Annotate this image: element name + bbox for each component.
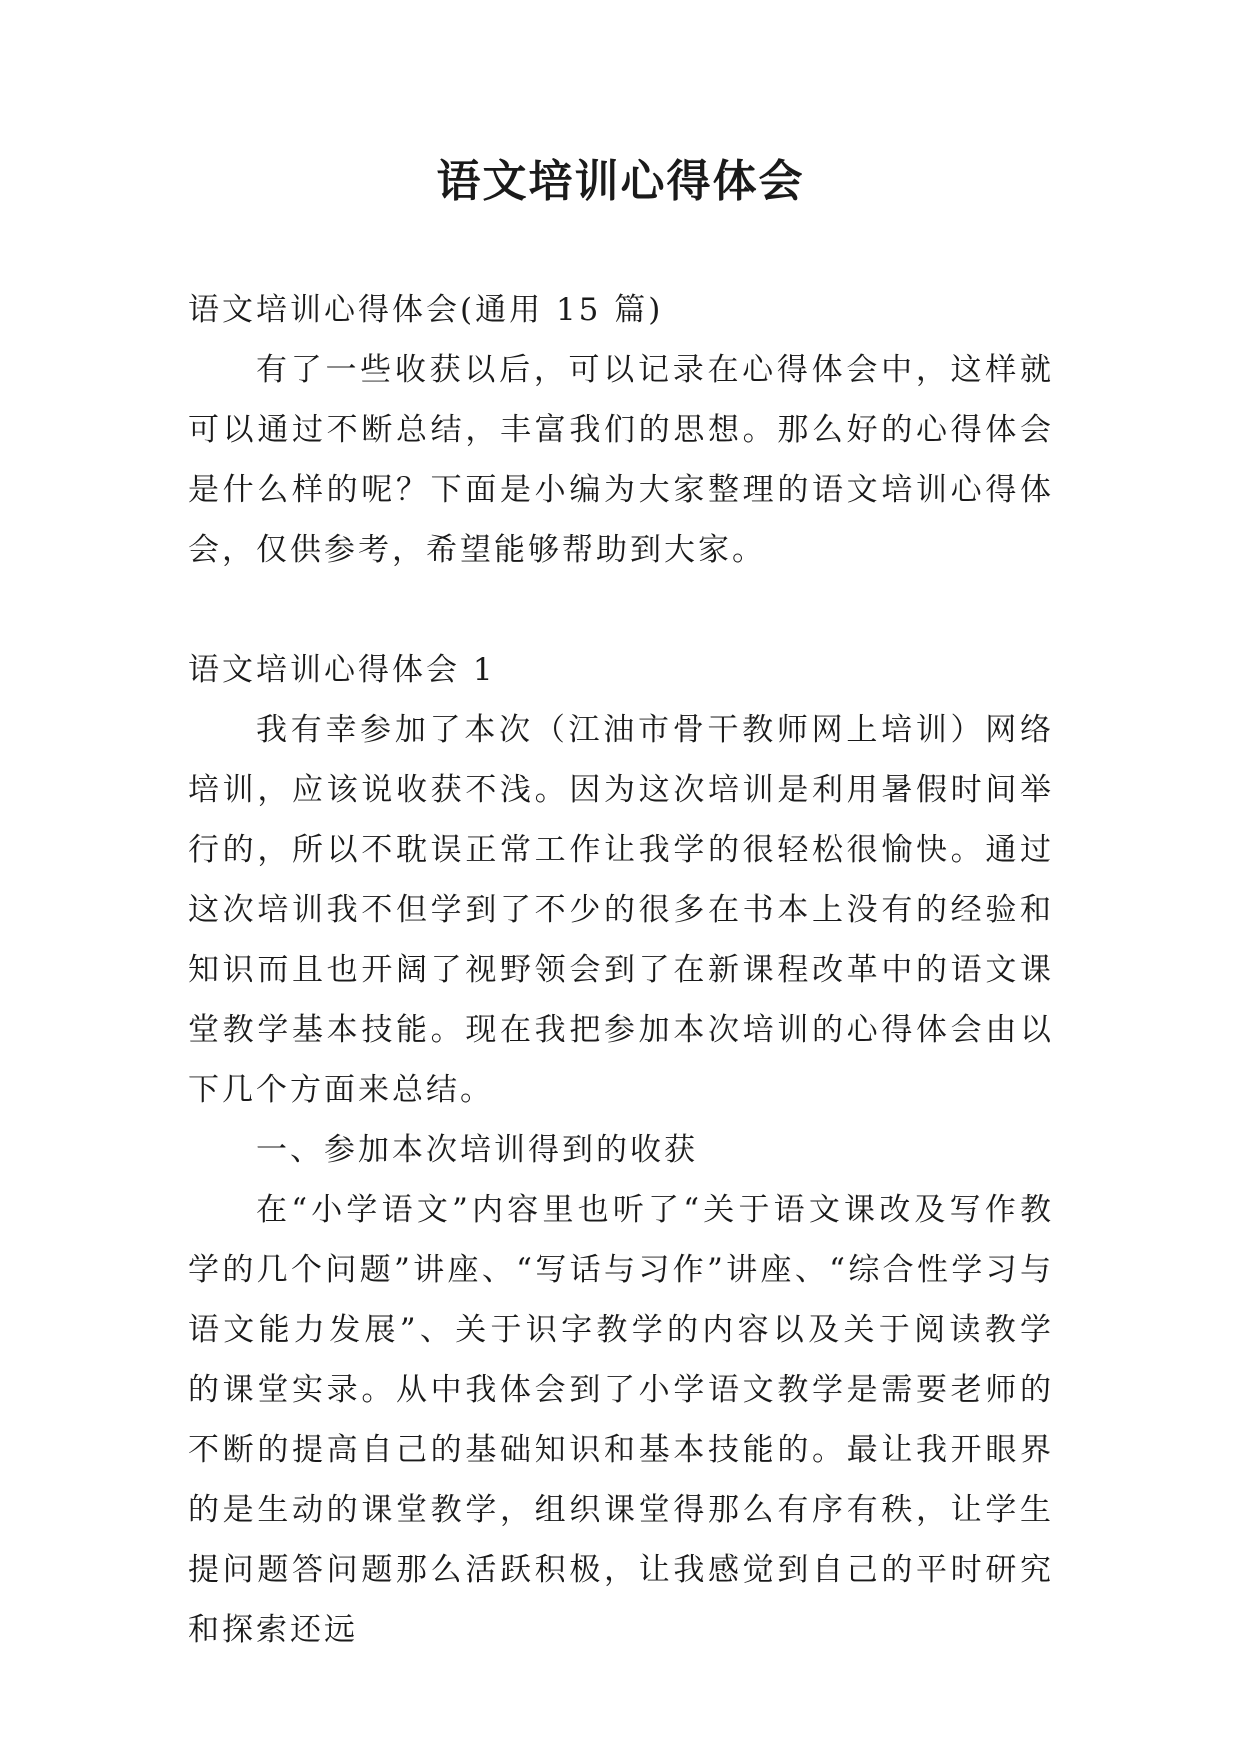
body-paragraph: 在“小学语文”内容里也听了“关于语文课改及写作教学的几个问题”讲座、“写话与习作”讲座、“综合性学习与语文能力发展”、关于识字教学的内容以及关于阅读教学的课堂实录。从中我体会到了小学语文教学是需要老师的不断的提高自己的基础知识和基本技能的。最让我开眼界的是生动的课堂教学，组织课堂得那么有序有秩，让学生提问题答问题那么活跃积极，让我感觉到自己的平时研究和探索还远 xyxy=(188,1192,1054,1648)
intro-paragraph: 有了一些收获以后，可以记录在心得体会中，这样就可以通过不断总结，丰富我们的思想。那么好的心得体会是什么样的呢？下面是小编为大家整理的语文培训心得体会，仅供参考，希望能够帮助到大家。 xyxy=(188,352,1054,568)
document-subtitle: 语文培训心得体会(通用 15 篇) xyxy=(188,292,664,328)
document-body xyxy=(188,280,1054,1660)
subsection-heading: 一、参加本次培训得到的收获 xyxy=(256,1132,698,1168)
document-title: 语文培训心得体会 xyxy=(436,156,805,207)
section-heading: 语文培训心得体会 1 xyxy=(188,652,496,688)
section-spacer xyxy=(188,580,1054,640)
body-paragraph: 我有幸参加了本次（江油市骨干教师网上培训）网络培训，应该说收获不浅。因为这次培训是利用暑假时间举行的，所以不耽误正常工作让我学的很轻松很愉快。通过这次培训我不但学到了不少的很多在书本上没有的经验和知识而且也开阔了视野领会到了在新课程改革中的语文课堂教学基本技能。现在我把参加本次培训的心得体会由以下几个方面来总结。 xyxy=(188,712,1054,1108)
